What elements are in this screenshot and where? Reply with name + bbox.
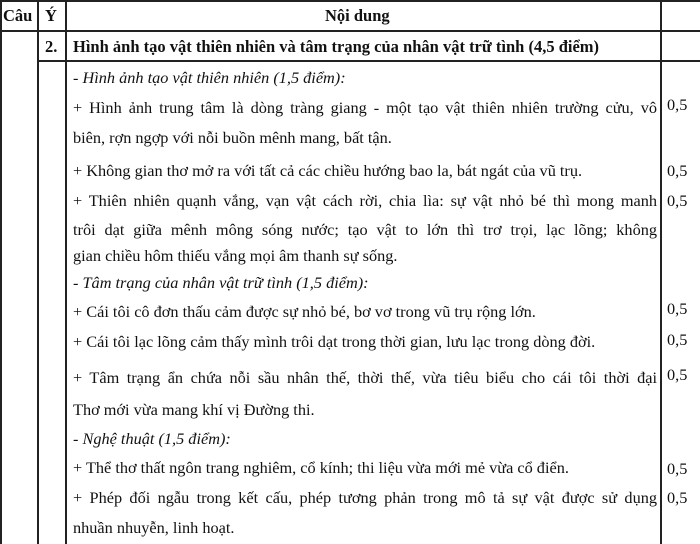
content-line: trôi dạt giữa mênh mông sóng nước; tạo vật to lớn thì trơ trọi, lạc lõng; không bbox=[73, 220, 657, 239]
header-bottom-border bbox=[0, 30, 700, 32]
score-value: 0,5 bbox=[667, 299, 688, 318]
col-divider-cau-y bbox=[37, 0, 39, 544]
score-value: 0,5 bbox=[667, 488, 688, 507]
col-divider-content-score bbox=[660, 0, 662, 544]
section-title: Hình ảnh tạo vật thiên nhiên và tâm trạng của nhân vật trữ tình (4,5 điểm) bbox=[73, 37, 600, 56]
section-number: 2. bbox=[45, 37, 58, 56]
score-value: 0,5 bbox=[667, 459, 688, 478]
score-value: 0,5 bbox=[667, 330, 688, 349]
content-line: + Tâm trạng ẩn chứa nỗi sầu nhân thế, thời thế, vừa tiêu biểu cho cái tôi thời đại bbox=[73, 368, 657, 387]
score-value: 0,5 bbox=[667, 191, 688, 210]
content-line: + Cái tôi lạc lõng cảm thấy mình trôi dạt trong thời gian, lưu lạc trong dòng đời. bbox=[73, 332, 596, 351]
header-cau: Câu bbox=[3, 6, 33, 25]
header-noi-dung: Nội dung bbox=[325, 6, 390, 25]
content-line: + Thể thơ thất ngôn trang nghiêm, cổ kính; thi liệu vừa mới mẻ vừa cổ điển. bbox=[73, 458, 569, 477]
score-value: 0,5 bbox=[667, 95, 688, 114]
content-line: + Phép đối ngẫu trong kết cấu, phép tương phản trong mô tả sự vật được sử dụng bbox=[73, 488, 657, 507]
col-divider-y-content bbox=[65, 0, 67, 544]
score-value: 0,5 bbox=[667, 365, 688, 384]
content-line: + Cái tôi cô đơn thấu cảm được sự nhỏ bé, bơ vơ trong vũ trụ rộng lớn. bbox=[73, 302, 536, 321]
subheading-art: - Nghệ thuật (1,5 điểm): bbox=[73, 429, 231, 448]
subheading-emotion: - Tâm trạng của nhân vật trữ tình (1,5 điểm): bbox=[73, 273, 369, 292]
content-line: gian chiều hôm thiếu vắng mọi âm thanh sự sống. bbox=[73, 246, 398, 265]
table-left-border bbox=[0, 0, 2, 544]
score-value: 0,5 bbox=[667, 161, 688, 180]
content-line: + Thiên nhiên quạnh vắng, vạn vật cách rời, chia lìa: sự vật nhỏ bé thì mong manh bbox=[73, 191, 657, 210]
table-top-border bbox=[0, 0, 700, 2]
content-line: Thơ mới vừa mang khí vị Đường thi. bbox=[73, 400, 315, 419]
content-line: biên, rợn ngợp với nỗi buồn mênh mang, bất tận. bbox=[73, 128, 392, 147]
content-line: + Không gian thơ mở ra với tất cả các chiều hướng bao la, bát ngát của vũ trụ. bbox=[73, 161, 583, 180]
content-line: nhuần nhuyễn, linh hoạt. bbox=[73, 518, 235, 537]
header-y: Ý bbox=[45, 6, 57, 25]
subheading-nature-image: - Hình ảnh tạo vật thiên nhiên (1,5 điểm): bbox=[73, 68, 346, 87]
content-line: + Hình ảnh trung tâm là dòng tràng giang - một tạo vật thiên nhiên trường cửu, vô bbox=[73, 98, 657, 117]
section-row-bottom-border bbox=[38, 60, 700, 62]
